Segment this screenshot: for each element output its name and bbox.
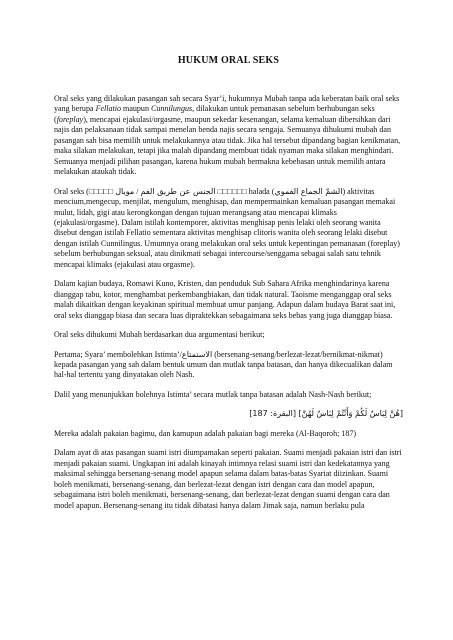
- paragraph-definition: [54, 187, 403, 271]
- paragraph-first-argument: [54, 350, 403, 381]
- paragraph-definition-text: ) aktivitas mencium,mengecup, menjilat, mengulum, menghisap, dan mempermainkan kemaluan pasangan memakai mulut, lidah, gigi atau kerongkongan dengan tujuan merangsang atau mencapai klimaks (ejakulasi/orgasme). Dalam istilah kontemporer, aktivitas menghisap penis lelaki oleh seorang wanita disebut dengan istilah Fellatio sementara aktivitas menghisap clitoris wanita oleh seorang lelaki disebut dengan istilah Cunnilingus. Umumnya orang melakukan oral seks untuk kepentingan pemanasan (foreplay) sebelum berhubungan seksual, atau dinikmati sebagai intercourse/senggama sebagai salah satu tehnik mencapai klimaks (ejakulasi atau orgasme).: [54, 186, 400, 269]
- paragraph-culture: Dalam kajian budaya, Romawi Kuno, Kristen, dan penduduk Sub Sahara Afrika menghindarinya karena dianggap tabu, kotor, menghambat perkembangbiakan, dan tidak natural. Taoisme menganggap oral seks malah dikaitkan dengan keyakinan spiritual membuat umur panjang. Adapun dalam budaya Barat saat ini, oral seks dianggap biasa dan secara luas dipraktekkan sebagaimana seks bebas yang juga dianggap biasa.: [54, 279, 396, 320]
- paragraph-intro-text: , dilakukan untuk pemanasan sebelum berhubungan seks (: [54, 104, 375, 124]
- arabic-term: الجنس عن طريق الفم: [140, 186, 216, 196]
- paragraph-argument-intro: Oral seks dihukumi Mubah berdasarkan dua argumentasi berikut;: [54, 330, 265, 340]
- term-fellatio: Fellatio: [95, 104, 122, 114]
- paragraph-dalil-intro: Dalil yang menunjukkan bolehnya Istimta’ secara mutlak tanpa batasan adalah Nash-Nash berikut;: [54, 389, 372, 399]
- missing-glyph-boxes: □□□□□: [88, 186, 114, 196]
- paragraph-verse-translation: Mereka adalah pakaian bagimu, dan kamupun adalah pakaian bagi mereka (Al-Baqoroh; 187): [54, 428, 357, 438]
- arabic-term: مويال: [115, 186, 135, 196]
- paragraph-definition-text: /: [134, 186, 141, 196]
- paragraph-intro: [54, 94, 403, 178]
- page-title: HUKUM ORAL SEKS: [177, 55, 280, 66]
- paragraph-definition-text: Oral seks (: [54, 186, 89, 196]
- term-foreplay: foreplay: [56, 114, 84, 124]
- missing-glyph-boxes: □□□□□□: [217, 186, 247, 196]
- quran-verse: [هُنَّ لِبَاسٌ لَكُمْ وَأَنْتُمْ لِبَاسٌ لَهُنَّ] [البقرة: 187]: [249, 409, 403, 419]
- paragraph-definition-text: halada (: [246, 186, 275, 196]
- term-cunnilungus: Cunnilungus: [151, 104, 193, 114]
- arabic-term: الاستمتاع: [181, 349, 213, 359]
- paragraph-verse-explanation: Dalam ayat di atas pasangan suami istri diumpamakan seperti pakaian. Suami menjadi pakaian istri dan istri menjadi pakaian suami. Ungkapan ini adalah kinayah intimnya relasi suami istri dan kedekatannya yang maksimal sehingga bersenang-senang model apapun selama dalam batas-batas Syariat diizinkan. Suami boleh menikmati, bersenang-senang, dan berlezat-lezat dengan istri dengan cara dan model apapun, sebagaimana istri boleh menikmati, bersenang-senang, dan berlezat-lezat dengan suami dengan cara dan model apapun. Bersenang-senang itu tidak dibatasi hanya dalam Jimak saja, namun berlaku pula: [54, 448, 402, 510]
- paragraph-intro-text: maupun: [121, 104, 151, 114]
- paragraph-first-argument-text: (bersenang-senang/berlezat-lezat/bernikmat-nikmat) kepada pasangan yang sah dalam bentuk umum dan mutlak tanpa batasan, dan hanya dikecualikan dalam hal-hal tertentu yang dinyatakan oleh Nash.: [54, 349, 393, 380]
- paragraph-first-argument-text: Pertama; Syara’ membolehkan Istimta’/: [54, 349, 182, 359]
- paragraph-intro-text: Oral seks yang dilakukan pasangan sah secara Syar’i, hukumnya Mubah tanpa ada keberatan baik oral seks yang berupa: [54, 94, 400, 114]
- arabic-term: الشمّ الجماع الفموي: [274, 186, 343, 196]
- paragraph-intro-text: ), mencapai ejakulasi/orgasme, maupun sekedar kesenangan, selama kemaluan dibersihkan dari najis dan pelaksanaan tidak sampai menelan benda najis secara sengaja. Semuanya dihukumi mubah dan pasangan sah bisa memilih untuk melakukannya atau tidak. Jika hal tersebut dipandang bagian kenikmatan, maka silakan melakukan, tetapi jika malah dipandang membuat tidak nyaman maka silakan menghindari. Semuanya menjadi pilihan pasangan, karena hukum mubah bermakna kebebasan untuk memilih antara melakukan ataukah tidak.: [54, 114, 401, 177]
